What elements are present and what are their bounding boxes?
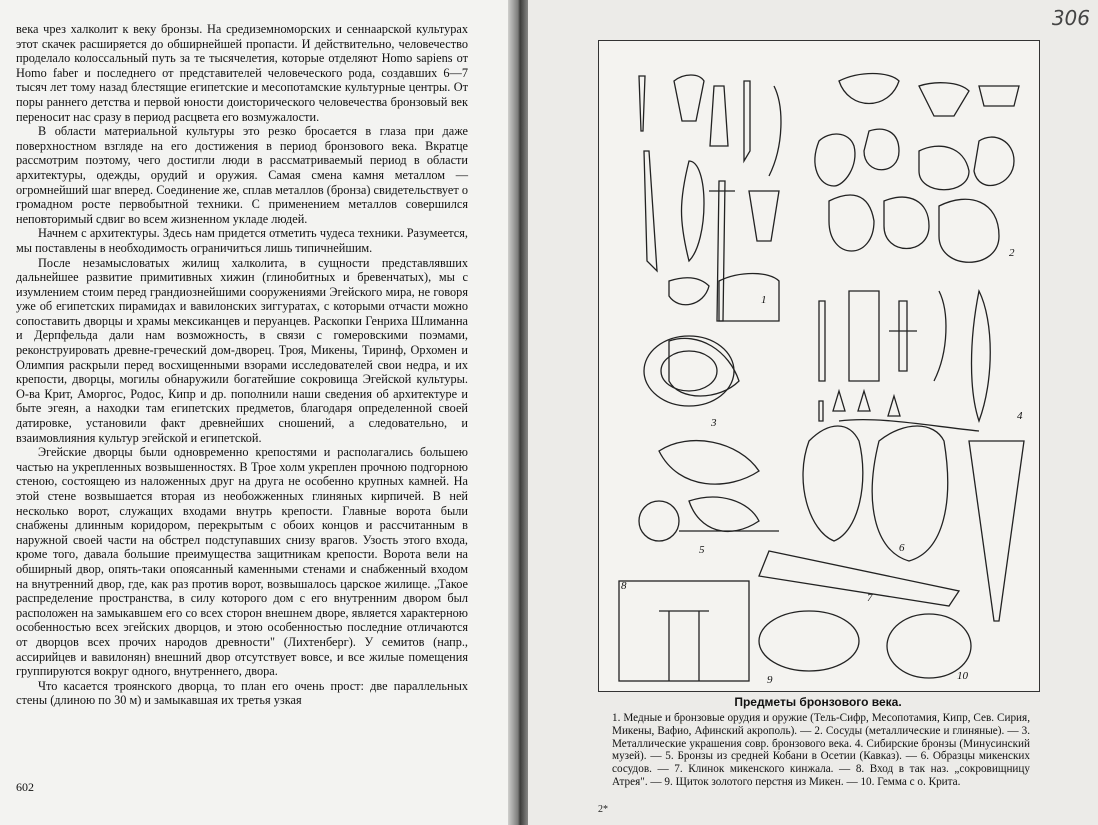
pin-head-shape: [639, 501, 679, 541]
treasury-entrance-shape: [619, 581, 749, 681]
plate-number-label: 8: [621, 580, 627, 592]
blade-shape: [769, 86, 781, 176]
paragraph: В области материальной культуры это резко бросается в глаза при даже поверхностном взгляде на его достижения в период бронзового века. Вкратце рассмотрим поэтому, чего достигли люди в рассматриваемый период в области архитектуры, одежды, орудий и оружия. Самая смена камня металлом — огромнейший шаг вперед. Соединение же, сплав металлов (бронза) свидетельствует о громадном росте первобытной техники. С применением металлов совершился неповторимый сдвиг во всем жизненном укладе людей.: [16, 124, 468, 226]
plate-caption-title: Предметы бронзового века.: [734, 695, 902, 709]
signature-mark: 2*: [598, 804, 608, 815]
plate-number-label: 5: [699, 544, 705, 556]
illustration-plate: [598, 40, 1040, 692]
vase-shape: [919, 146, 969, 190]
face-vessel-shape: [829, 195, 874, 251]
mold-shape: [669, 278, 709, 305]
body-text: [16, 22, 468, 708]
jug-shape: [815, 134, 855, 186]
page-number: 602: [16, 780, 34, 794]
lamp-shape: [979, 86, 1019, 106]
gem-shape: [887, 614, 971, 678]
disc-ornament-shape: [644, 336, 734, 406]
flat-axe-shape: [682, 161, 705, 261]
plate-caption: 1. Медные и бронзовые орудия и оружие (Тель-Сифр, Месопотамия, Кипр, Сев. Сирия, Микены, Вафио, Афинский акрополь). — 2. Сосуды (металлические и глиняные). — 3. Металлические украшения совр. бронзового века. 4. Сибирские бронзы (Минусинский музей). — 5. Бронзы из средней Кобани в Осетии (Кавказ). — 6. Образцы микенских сосудов. — 7. Клинок микенского кинжала. — 8. Вход в так наз. „сокровищницу Атрея". — 9. Щиток золотого перстня из Микен. — 10. Гемма с о. Крита.: [612, 712, 1030, 788]
bronze-age-artifacts-illustration: [599, 41, 1039, 691]
awl-shape: [639, 76, 645, 131]
rhyton-shape: [969, 441, 1024, 621]
cup-shape: [919, 83, 969, 116]
pick-shape: [819, 301, 825, 381]
chisel-shape: [710, 86, 728, 146]
plate-number-label: 2: [1009, 247, 1015, 259]
pot-shape: [864, 129, 899, 170]
bowl-shape: [839, 74, 899, 104]
long-knife-shape: [839, 420, 979, 431]
sword-shape: [709, 181, 735, 321]
plate-number-label: 7: [867, 592, 873, 604]
arrowheads-shape: [819, 391, 900, 421]
left-page: [0, 0, 512, 825]
askos-shape: [974, 137, 1014, 185]
plate-number-label: 4: [1017, 410, 1023, 422]
signet-ring-shape: [759, 611, 859, 671]
dagger-blade-shape: [759, 551, 959, 606]
handwritten-page-mark: 306: [1051, 6, 1090, 30]
dagger-shape: [744, 81, 750, 161]
paragraph: Начнем с архитектуры. Здесь нам придется отметить чудеса техники. Разумеется, мы поставлены в необходимость ограничиться лишь типичнейшим.: [16, 226, 468, 255]
adze-shape: [749, 191, 779, 241]
paragraph: После незамысловатых жилищ халколита, в сущности представлявших дальнейшее развитие примитивных хижин (глинобитных и бревенчатых), мы с изумлением стоим перед грандиознейшими сооружениями Эгейского мира, не говоря уже об египетских пирамидах и вавилонских зиггуратах, с которыми отчасти можно сопоставить дворцы и храмы мексиканцев и перуанцев. Раскопки Генриха Шлиманна и Дерпфельда дали нам возможность, в связи с гомеровскими поэмами, реконструировать древне-греческий дом-дворец. Троя, Микены, Тиринф, Орхомен и Олимпия раскрыли перед восхищенными взорами исследователей свои недра, и их крепости, дворцы, могилы обнаружили богатейшие сокровища Эгейской культуры. О-ва Крит, Аморгос, Родос, Кипр и др. пополнили наши сведения об архитектуре и быте эгеян, а находки там египетских предметов, благодаря определенной своей датировке, установили факт древнейших сношений, а следовательно, и взаимовлияния культур эгейской и египетской.: [16, 255, 468, 445]
stirrup-jar-shape: [803, 426, 863, 541]
spearhead-shape: [644, 151, 657, 271]
paragraph: Что касается троянского дворца, то план его очень прост: две параллельных стены (длиною по 30 м) и замыкавшая их третья узкая: [16, 678, 468, 708]
axe-ornate-shape: [659, 441, 759, 485]
spear-shape: [972, 291, 991, 421]
comb-shape: [719, 274, 779, 322]
battle-axe-shape: [889, 301, 917, 371]
amphora-shape: [884, 197, 929, 248]
axe-head-shape: [674, 75, 704, 121]
amphora-decorated-shape: [872, 426, 947, 561]
paragraph: века чрез халколит к веку бронзы. На средиземноморских и сеннаарской культурах этот скачек расширяется до обширнейшей пропасти. И действительно, человечество проделало колоссальный путь за те тысячелетия, которые отделяют Homo sapiens от Homo faber и последнего от представителей человеческого рода, создавших 6—7 тысяч лет тому назад блестящие египетские и месопотамские культурные центры. От поры раннего детства и первой юности доисторического человечества бронзовый век переносит нас сразу в период расцвета его возмужалости.: [16, 22, 468, 124]
book-gutter: [508, 0, 530, 825]
celt-shape: [849, 291, 879, 381]
jar-shape: [939, 199, 999, 262]
plate-number-label: 3: [711, 417, 717, 429]
plate-number-label: 6: [899, 542, 905, 554]
belt-plate-shape: [689, 497, 759, 531]
plate-number-label: 9: [767, 674, 773, 686]
paragraph: Эгейские дворцы были одновременно крепостями и располагались большею частью на укрепленных возвышенностях. В Трое холм укреплен прочною подгорною стеною, состоящею из наложенных друг на друга не особенно крупных камней. На этой стене возвышается вторая из необожженных глиняных кирпичей. В ней несколько ворот, служащих входами внутрь крепости. Главные ворота были снабжены длинным коридором, перекрытым с обоих концов и рассчитанным в наружной своей части на обстрел подступавших снизу врагов. Узость этого входа, кроме того, давала большие преимущества защитникам крепости. Ворота вели на обширный двор, опять-таки опоясанный каменными стенами и снабженный входом на внутренний двор, где, как раз против ворот, возвышалось царское жилище. „Такое распределение пространства, в силу которого дом с его внутренним двором был расположен на замыкавшем его со всех сторон внешнем дворе, является характерною особенностью всех эгейских дворцов, и этою особенностью последние отличаются от дворцов всех прочих народов древности" (Лихтенберг). У семитов (напр., ассирийцев и вавилонян) внешний двор отсутствует вовсе, и все жилые помещения группируются вокруг одного, внутреннего, двора.: [16, 445, 468, 679]
knife-shape: [934, 291, 946, 381]
plate-number-label: 10: [957, 670, 968, 682]
plate-number-label: 1: [761, 294, 767, 306]
